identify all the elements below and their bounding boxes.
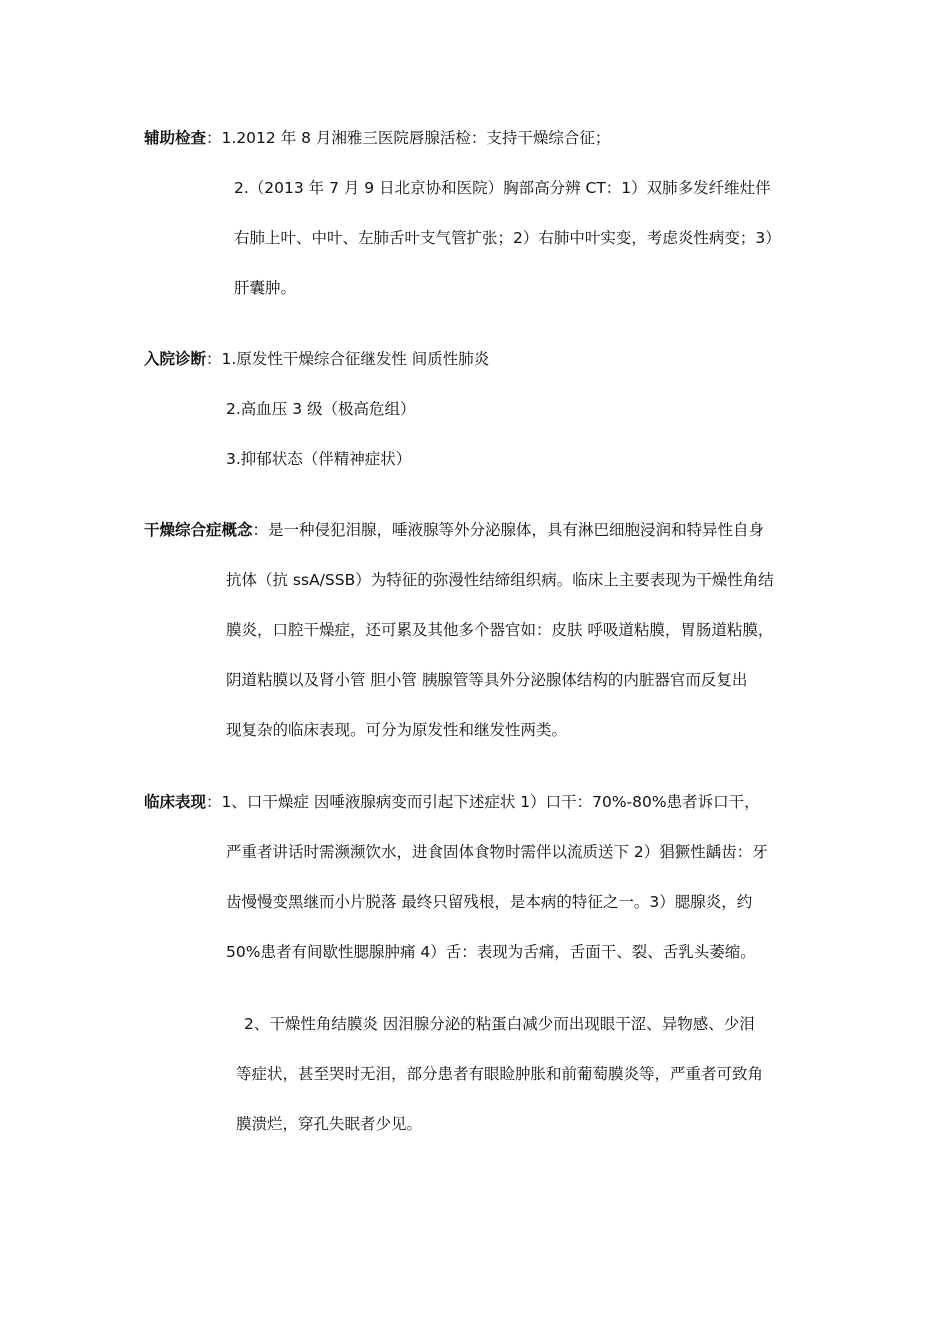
admission-dx-line-3: 3.抑郁状态（伴精神症状）	[226, 450, 412, 468]
admission-dx-sep: ：	[206, 350, 222, 368]
clinical-para2-line-1: 2、干燥性角结膜炎 因泪腺分泌的粘蛋白减少而出现眼干涩、异物感、少泪	[244, 1015, 755, 1033]
concept-line-4: 阴道粘膜以及肾小管 胆小管 胰腺管等具外分泌腺体结构的内脏器官而反复出	[226, 671, 748, 689]
aux-exam-text-1: 1.2012 年 8 月湘雅三医院唇腺活检：支持干燥综合征；	[221, 129, 611, 147]
admission-dx-line-1	[144, 349, 489, 369]
concept-sep: ：	[252, 521, 269, 539]
aux-exam-label: 辅助检查	[144, 129, 207, 147]
clinical-para2-line-2: 等症状，甚至哭时无泪，部分患者有眼睑肿胀和前葡萄膜炎等，严重者可致角	[236, 1065, 764, 1083]
aux-exam-line-2: 2.（2013 年 7 月 9 日北京协和医院）胸部高分辨 CT：1）双肺多发纤维灶伴	[234, 179, 771, 197]
clinical-line-1	[144, 792, 760, 812]
admission-dx-text-1: 1.原发性干燥综合征继发性 间质性肺炎	[221, 350, 490, 368]
aux-exam-line-4: 肝囊肿。	[234, 279, 297, 297]
clinical-line-3: 齿慢慢变黑继而小片脱落 最终只留残根，是本病的特征之一。3）腮腺炎，约	[226, 893, 753, 911]
concept-text-1: 是一种侵犯泪腺，唾液腺等外分泌腺体，具有淋巴细胞浸润和特异性自身	[268, 521, 765, 539]
concept-label: 干燥综合症概念	[144, 521, 253, 539]
clinical-text-1: 1、口干燥症 因唾液腺病变而引起下述症状 1）口干：70%-80%患者诉口干，	[221, 793, 760, 811]
aux-exam-sep: ：	[206, 129, 222, 147]
clinical-para2-line-3: 膜溃烂，穿孔失眠者少见。	[236, 1115, 423, 1133]
aux-exam-line-1	[144, 128, 610, 148]
admission-dx-label: 入院诊断	[144, 350, 207, 368]
clinical-label: 临床表现	[144, 793, 207, 811]
admission-dx-line-2: 2.高血压 3 级（极高危组）	[226, 400, 416, 418]
concept-line-1	[144, 520, 764, 540]
clinical-line-4: 50%患者有间歇性腮腺肿痛 4）舌：表现为舌痛，舌面干、裂、舌乳头萎缩。	[226, 943, 756, 961]
concept-line-5: 现复杂的临床表现。可分为原发性和继发性两类。	[226, 721, 568, 739]
clinical-line-2: 严重者讲话时需濒濒饮水，进食固体食物时需伴以流质送下 2）猖獗性龋齿：牙	[226, 843, 768, 861]
clinical-sep: ：	[206, 793, 222, 811]
concept-line-2: 抗体（抗 ssA/SSB）为特征的弥漫性结缔组织病。临床上主要表现为干燥性角结	[226, 571, 774, 589]
concept-line-3: 膜炎，口腔干燥症，还可累及其他多个器官如：皮肤 呼吸道粘膜，胃肠道粘膜，	[226, 621, 774, 639]
aux-exam-line-3: 右肺上叶、中叶、左肺舌叶支气管扩张；2）右肺中叶实变，考虑炎性病变；3）	[234, 229, 781, 247]
